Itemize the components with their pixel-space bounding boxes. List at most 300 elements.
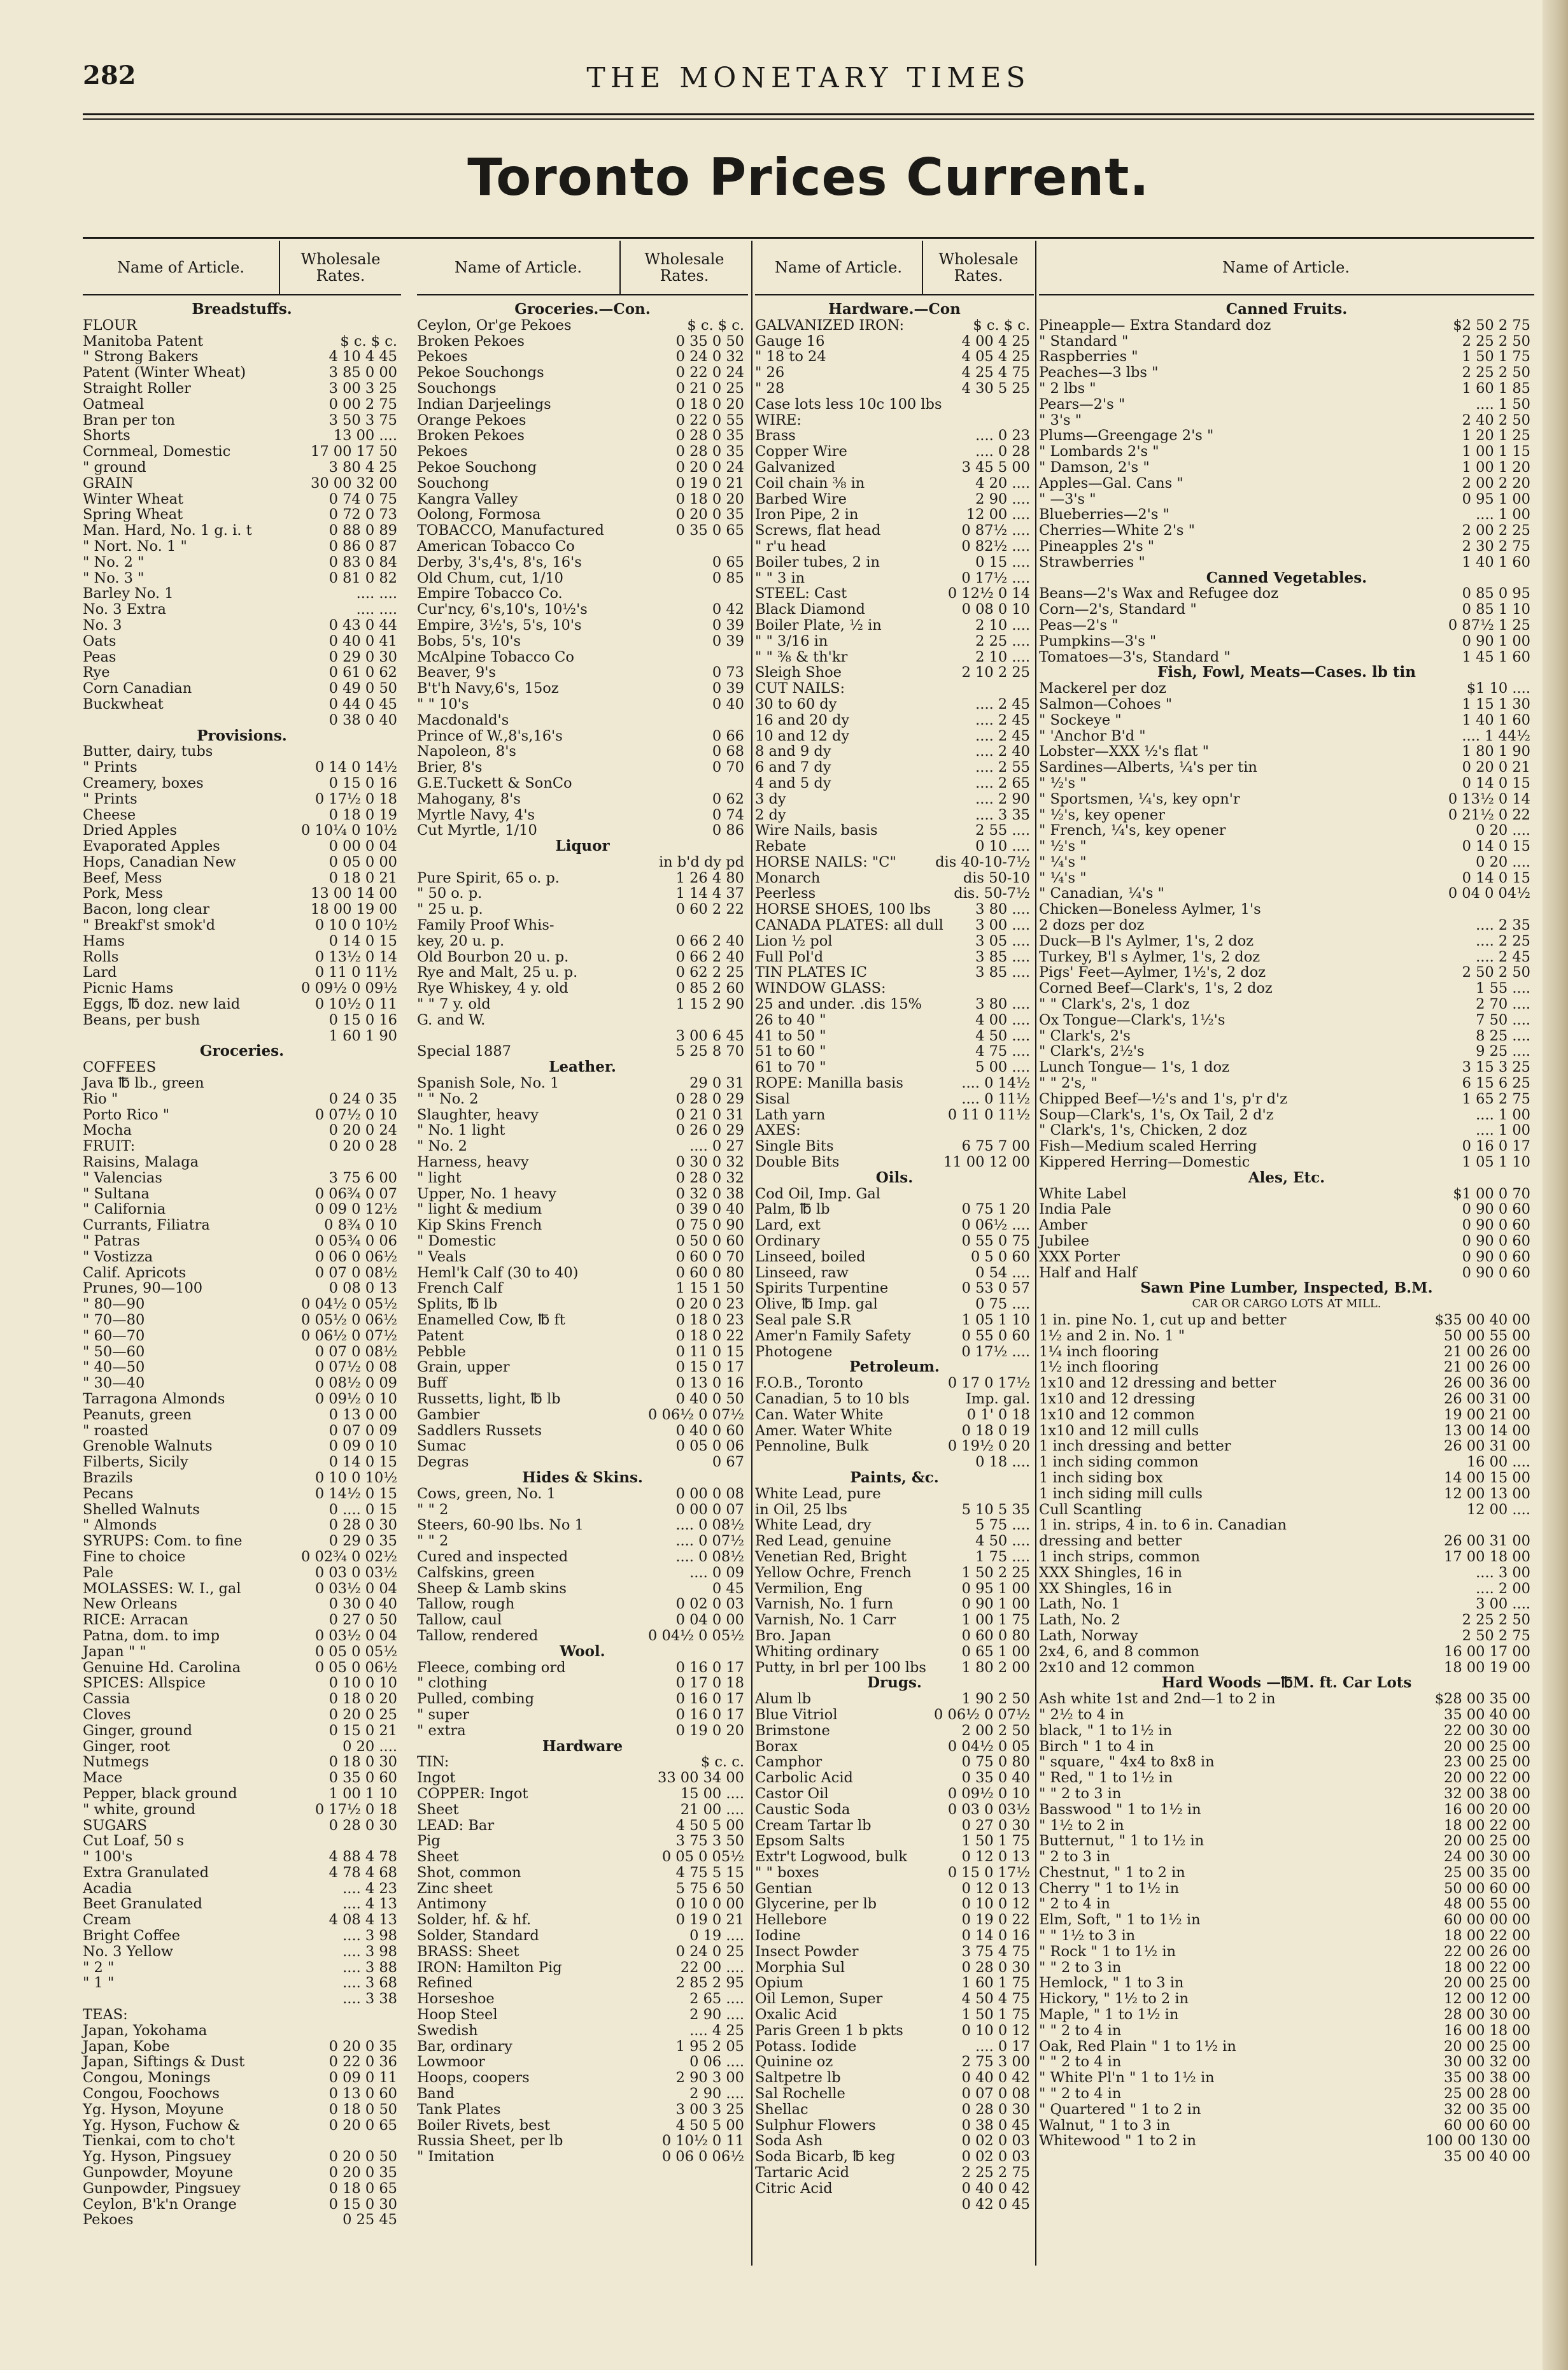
article-name: " Patras	[83, 1233, 140, 1250]
wholesale-rate: .... 3 98	[343, 1943, 397, 1960]
article-name: " Sockeye "	[1039, 711, 1122, 728]
price-row	[83, 697, 401, 713]
price-row	[1039, 1091, 1534, 1107]
article-name: HORSE NAILS: "C"	[755, 853, 896, 870]
column-header	[755, 241, 1034, 295]
price-row	[83, 571, 401, 586]
price-row	[83, 649, 401, 665]
article-name: Manitoba Patent	[83, 332, 204, 350]
article-name: Palm, ℔ lb	[755, 1201, 830, 1218]
wholesale-rate: 0 85	[712, 569, 744, 586]
price-row	[83, 2149, 401, 2165]
wholesale-rate	[921, 681, 1034, 697]
wholesale-rate: 20 00 22 00	[1444, 1770, 1530, 1787]
section-heading	[755, 1170, 1034, 1186]
wholesale-rate: 0 30 0 32	[675, 1154, 744, 1171]
wholesale-rate: .... ....	[356, 601, 397, 618]
wholesale-rate: 0 13½ 0 14	[314, 948, 397, 965]
price-row	[1039, 1407, 1534, 1423]
article-name: Raspberries "	[1039, 348, 1138, 365]
article-name: Blueberries—2's "	[1039, 506, 1169, 523]
wholesale-rate: $1 10 ....	[1466, 680, 1530, 697]
price-row	[1039, 1265, 1534, 1281]
article-name: Bobs, 5's, 10's	[417, 632, 521, 649]
wholesale-rate: 4 50 5 00	[675, 1817, 744, 1834]
price-row	[755, 507, 1034, 523]
wholesale-rate: 5 25 8 70	[675, 1043, 744, 1060]
section-heading-text: Ales, Etc.	[1248, 1168, 1325, 1186]
price-row	[755, 1596, 1034, 1612]
section-heading	[83, 728, 401, 744]
price-row	[417, 1581, 748, 1597]
wholesale-rate: 5 75 6 50	[675, 1880, 744, 1897]
wholesale-rate: 0 60 0 70	[675, 1248, 744, 1265]
price-row	[1039, 2133, 1534, 2149]
article-name: XXX Porter	[1039, 1248, 1120, 1265]
price-row	[83, 1628, 401, 1644]
price-row	[755, 492, 1034, 507]
price-row	[755, 334, 1034, 350]
article-name: Tomatoes—3's, Standard "	[1039, 648, 1231, 665]
article-name: Cassia	[83, 1691, 131, 1708]
price-row	[755, 949, 1034, 965]
article-name: Plums—Greengage 2's "	[1039, 427, 1214, 444]
article-name: Man. Hard, No. 1 g. i. t	[83, 522, 252, 539]
article-name: " " 2 to 3 in	[1039, 1785, 1122, 1802]
price-column-4	[1039, 241, 1534, 2278]
wholesale-rate: 0 90 1 00	[961, 1596, 1030, 1613]
price-row	[1039, 2086, 1534, 2102]
price-row	[417, 1596, 748, 1612]
article-name: Lath, No. 1	[1039, 1596, 1120, 1613]
price-row	[417, 807, 748, 823]
article-name: Lobster—XXX ½'s flat "	[1039, 743, 1209, 760]
price-row	[83, 1691, 401, 1707]
wholesale-rate: 0 20 0 25	[328, 1706, 397, 1723]
wholesale-rate: 4 50 5 00	[675, 2117, 744, 2134]
wholesale-rate: 0 18 0 20	[675, 490, 744, 507]
wholesale-rate: 0 62	[712, 790, 744, 807]
article-name: WIRE:	[755, 411, 802, 429]
wholesale-rate: 0 19 0 20	[675, 1722, 744, 1739]
wholesale-rate: 0 86 0 87	[328, 537, 397, 555]
wholesale-rate: 0 14 0 15	[328, 1454, 397, 1471]
price-row	[417, 1296, 748, 1312]
wholesale-rate: .... 3 00	[1476, 1564, 1530, 1581]
price-row	[417, 1849, 748, 1865]
wholesale-rate	[922, 397, 1034, 413]
price-row	[1039, 839, 1534, 855]
wholesale-rate: 5 75 ....	[975, 1517, 1030, 1534]
wholesale-rate: 0 90 0 60	[1462, 1201, 1530, 1218]
price-row	[755, 1454, 1034, 1470]
price-row	[83, 2102, 401, 2118]
wholesale-rate: 0 28 0 35	[675, 443, 744, 460]
price-row	[83, 1486, 401, 1502]
article-name: Morphia Sul	[755, 1959, 845, 1976]
wholesale-rate: 0 09 0 10	[328, 1438, 397, 1455]
wholesale-rate: 0 20 0 24	[328, 1122, 397, 1139]
price-row	[755, 523, 1034, 539]
price-row	[1039, 1865, 1534, 1881]
price-row	[755, 870, 1034, 886]
article-name: Family Proof Whis-	[417, 917, 554, 934]
article-name: Refined	[417, 1975, 473, 1992]
article-name: Shellac	[755, 2101, 809, 2118]
column-header	[1039, 241, 1534, 295]
article-name: " " 2 to 4 in	[1039, 2022, 1122, 2039]
wholesale-rate: 0 18 0 21	[328, 869, 397, 886]
wholesale-rate: 0 82½ ....	[961, 537, 1030, 555]
price-row	[417, 1754, 748, 1770]
wholesale-rate: .... 2 45	[975, 695, 1030, 713]
price-row	[1039, 1012, 1534, 1028]
article-name: Lath, Norway	[1039, 1627, 1138, 1644]
article-name: Soda Bicarb, ℔ keg	[755, 2148, 896, 2166]
price-row	[755, 649, 1034, 665]
price-row	[417, 365, 748, 381]
article-name: 1 inch dressing and better	[1039, 1438, 1231, 1455]
price-row	[755, 397, 1034, 413]
wholesale-rate: 0 30 0 40	[328, 1596, 397, 1613]
wholesale-rate: 0 04 0 00	[675, 1612, 744, 1629]
price-row	[417, 902, 748, 918]
wholesale-rate: 0 17½ 0 18	[314, 790, 397, 807]
article-name: Pineapple— Extra Standard doz	[1039, 316, 1271, 334]
article-name: Saltpetre lb	[755, 2069, 841, 2087]
price-row	[83, 1407, 401, 1423]
price-row	[1039, 2070, 1534, 2086]
wholesale-rate: 20 00 25 00	[1444, 2038, 1530, 2055]
price-row	[755, 1217, 1034, 1233]
price-row	[417, 1186, 748, 1202]
wholesale-rate: 0 13 0 16	[675, 1375, 744, 1392]
price-row	[83, 1186, 401, 1202]
price-row	[755, 1896, 1034, 1912]
wholesale-rate: 0 40 0 50	[675, 1390, 744, 1407]
wholesale-rate: 2 75 3 00	[961, 2054, 1030, 2071]
article-name: Cut Loaf, 50 s	[83, 1833, 184, 1850]
price-row	[83, 1786, 401, 1802]
price-row	[83, 1012, 401, 1028]
article-name: G. and W.	[417, 1011, 486, 1028]
article-name: Pale	[83, 1564, 114, 1581]
article-name: " 2 "	[83, 1959, 115, 1976]
article-name: Tallow, rendered	[417, 1627, 539, 1644]
wholesale-rate: 1 15 1 50	[675, 1280, 744, 1297]
price-row	[417, 1660, 748, 1676]
article-name: " " 2's, "	[1039, 1075, 1098, 1092]
article-name: Lard	[83, 964, 117, 981]
article-name: Swedish	[417, 2022, 478, 2039]
wholesale-rate: 0 14½ 0 15	[314, 1485, 397, 1502]
wholesale-rate: $ c. $ c.	[340, 332, 397, 350]
wholesale-rate: 24 00 30 00	[1444, 1848, 1530, 1866]
article-name: " " No. 2	[417, 1090, 479, 1107]
price-row	[1039, 1596, 1534, 1612]
article-name: Cod Oil, Imp. Gal	[755, 1185, 880, 1202]
article-name: COFFEES	[83, 1059, 157, 1076]
price-row	[83, 981, 401, 997]
price-row	[83, 2023, 401, 2039]
price-row	[1039, 1186, 1534, 1202]
price-row	[1039, 713, 1534, 728]
price-row	[83, 1060, 401, 1075]
wholesale-rate: 1 80 1 90	[1462, 743, 1530, 760]
wholesale-rate: 0 66 2 40	[675, 948, 744, 965]
wholesale-rate: 0 74 0 75	[328, 490, 397, 507]
price-row	[83, 460, 401, 476]
wholesale-rate: 0 14 0 16	[961, 1927, 1030, 1945]
price-row	[1039, 776, 1534, 791]
wholesale-rate: .... 3 68	[343, 1975, 397, 1992]
wholesale-rate: 7 50 ....	[1476, 1011, 1530, 1028]
price-row	[1039, 1438, 1534, 1454]
wholesale-rate: 0 88 0 89	[328, 522, 397, 539]
wholesale-rate: .... 1 00	[1476, 1122, 1530, 1139]
column-name-heading: Name of Article.	[455, 259, 582, 276]
section-heading	[417, 1739, 748, 1755]
price-row	[1039, 1707, 1534, 1723]
wholesale-rate: 4 78 4 68	[328, 1864, 397, 1881]
article-name: " square, " 4x4 to 8x8 in	[1039, 1754, 1215, 1771]
article-name: Fleece, combing ord	[417, 1659, 566, 1676]
price-row	[1039, 1802, 1534, 1818]
wholesale-rate	[618, 776, 748, 791]
wholesale-rate: 21 00 ....	[680, 1801, 744, 1818]
price-row	[755, 2023, 1034, 2039]
wholesale-rate: 0 62 2 25	[675, 964, 744, 981]
wholesale-rate: .... 2 65	[975, 774, 1030, 791]
wholesale-rate: 4 30 5 25	[961, 380, 1030, 397]
article-name: Grenoble Walnuts	[83, 1438, 213, 1455]
price-row	[1039, 2023, 1534, 2039]
wholesale-rate: 0 04½ 0 05½	[648, 1627, 744, 1644]
section-heading	[1039, 1675, 1534, 1691]
wholesale-rate: 0 53 0 57	[961, 1280, 1030, 1297]
price-row	[755, 681, 1034, 697]
price-row	[1039, 760, 1534, 776]
article-name: " Clark's, 2½'s	[1039, 1043, 1145, 1060]
wholesale-rate: 17 00 18 00	[1444, 1548, 1530, 1565]
article-name: Japan, Yokohama	[83, 2022, 208, 2039]
wholesale-rate: 0 07½ 0 10	[314, 1106, 397, 1123]
article-name: Pepper, black ground	[83, 1785, 237, 1802]
article-name: Ordinary	[755, 1233, 821, 1250]
wholesale-rate: 0 40 0 42	[961, 2180, 1030, 2197]
article-name: Shot, common	[417, 1864, 521, 1881]
price-row	[755, 791, 1034, 807]
wholesale-rate: 0 05 0 06	[675, 1438, 744, 1455]
price-row	[1039, 886, 1534, 902]
price-row	[755, 460, 1034, 476]
article-name: Yg. Hyson, Moyune	[83, 2101, 224, 2118]
wholesale-rate: .... 1 50	[1476, 395, 1530, 413]
wholesale-rate: 0 15 0 30	[328, 2196, 397, 2213]
price-row	[417, 413, 748, 429]
price-row	[83, 681, 401, 697]
price-row	[83, 507, 401, 523]
wholesale-rate: 0 12 0 13	[961, 1880, 1030, 1897]
article-name: 1x10 and 12 mill culls	[1039, 1422, 1199, 1439]
article-name: Gauge 16	[755, 332, 825, 350]
wholesale-rate: 0 28 0 30	[328, 1817, 397, 1834]
price-row	[1039, 1991, 1534, 2007]
price-row	[1039, 1217, 1534, 1233]
wholesale-rate: 0 18 0 65	[328, 2180, 397, 2197]
wholesale-rate: 0 11 0 15	[675, 1343, 744, 1360]
price-row	[1039, 381, 1534, 397]
article-name: Solder, hf. & hf.	[417, 1912, 532, 1929]
article-name: " light & medium	[417, 1201, 542, 1218]
article-name: Sumac	[417, 1438, 467, 1455]
wholesale-rate: 0 81 0 82	[328, 569, 397, 586]
article-name: Bran per ton	[83, 411, 176, 429]
article-name: TIN:	[417, 1754, 449, 1771]
article-name: Putty, in brl per 100 lbs	[755, 1659, 926, 1676]
price-row	[755, 1533, 1034, 1549]
article-name: Bro. Japan	[755, 1627, 831, 1644]
section-heading	[417, 302, 748, 318]
wholesale-rate: 0 17½ ....	[961, 569, 1030, 586]
wholesale-rate	[278, 1154, 401, 1170]
wholesale-rate: $ c. c.	[700, 1754, 744, 1771]
price-row	[1039, 492, 1534, 507]
article-name: Birch " 1 to 4 in	[1039, 1738, 1154, 1755]
wholesale-rate: 20 00 25 00	[1444, 1833, 1530, 1850]
wholesale-rate: 60 00 60 00	[1444, 2117, 1530, 2134]
article-name: Japan, Siftings & Dust	[83, 2054, 245, 2071]
article-name: French Calf	[417, 1280, 503, 1297]
article-name: XX Shingles, 16 in	[1039, 1580, 1173, 1597]
price-row	[1039, 618, 1534, 634]
article-name: " Prints	[83, 790, 138, 807]
article-name: " Sportsmen, ¼'s, key opn'r	[1039, 790, 1240, 807]
price-row	[755, 1786, 1034, 1802]
price-row	[83, 413, 401, 429]
article-name: " Quartered " 1 to 2 in	[1039, 2101, 1201, 2118]
article-name: " 'Anchor B'd "	[1039, 727, 1146, 744]
wholesale-rate: 2 90 3 00	[675, 2069, 744, 2087]
price-row	[1039, 1517, 1534, 1533]
price-row	[755, 1391, 1034, 1407]
article-name: XXX Shingles, 16 in	[1039, 1564, 1183, 1581]
price-row	[755, 571, 1034, 586]
price-row	[83, 349, 401, 365]
wholesale-rate: 1 50 1 75	[1462, 348, 1530, 365]
price-row	[417, 2133, 748, 2149]
wholesale-rate: 25 00 35 00	[1444, 1864, 1530, 1881]
article-name: Broken Pekoes	[417, 427, 525, 444]
wholesale-rate: 0 66 2 40	[675, 932, 744, 949]
wholesale-rate: 0 02¾ 0 02½	[301, 1548, 397, 1565]
wholesale-rate: 0 27 0 30	[961, 1817, 1030, 1834]
article-name: 16 and 20 dy	[755, 711, 850, 728]
section-heading	[1039, 1281, 1534, 1296]
article-name: Russia Sheet, per lb	[417, 2132, 563, 2150]
price-row	[1039, 365, 1534, 381]
wholesale-rate: 0 22 0 55	[675, 411, 744, 429]
wholesale-rate: 0 00 0 08	[675, 1485, 744, 1502]
wholesale-rate: 0 00 0 04	[328, 838, 397, 855]
column-divider-1	[751, 241, 752, 2266]
price-row	[83, 1818, 401, 1834]
article-name: India Pale	[1039, 1201, 1112, 1218]
article-name: Prunes, 90—100	[83, 1280, 203, 1297]
article-name: Whitewood " 1 to 2 in	[1039, 2132, 1196, 2150]
wholesale-rate: 3 50 3 75	[328, 411, 397, 429]
wholesale-rate: 1 26 4 80	[675, 869, 744, 886]
price-column-3	[755, 241, 1034, 2278]
wholesale-rate: 0 11 0 11½	[947, 1106, 1030, 1123]
price-row	[83, 492, 401, 507]
article-name: Pigs' Feet—Aylmer, 1½'s, 2 doz	[1039, 964, 1266, 981]
price-row	[1039, 807, 1534, 823]
wholesale-rate	[921, 1123, 1034, 1139]
price-row	[417, 1517, 748, 1533]
article-name: " clothing	[417, 1675, 488, 1692]
wholesale-rate: 0 14 0 15	[1462, 838, 1530, 855]
article-name: Seal pale S.R	[755, 1312, 851, 1328]
wholesale-rate: 0 60 0 80	[675, 1264, 744, 1281]
wholesale-rate: 0 19 0 22	[961, 1912, 1030, 1929]
price-row	[83, 1139, 401, 1154]
price-row	[417, 728, 748, 744]
wholesale-rate: 0 20 0 23	[675, 1296, 744, 1313]
wholesale-rate: 0 09 0 11	[328, 2069, 397, 2087]
article-name: Hickory, " 1½ to 2 in	[1039, 1990, 1189, 2008]
article-name: 30 to 60 dy	[755, 695, 837, 713]
article-name: COPPER: Ingot	[417, 1785, 528, 1802]
article-name: Saddlers Russets	[417, 1422, 542, 1439]
wholesale-rate: 0 55 0 60	[961, 1327, 1030, 1344]
article-name: Opium	[755, 1975, 803, 1992]
article-name: Rebate	[755, 838, 807, 855]
price-row	[83, 1202, 401, 1217]
article-name: " Breakf'st smok'd	[83, 917, 216, 934]
article-name: G.E.Tuckett & SonCo	[417, 774, 572, 791]
wholesale-rate: 0 06½ 0 07½	[648, 1406, 744, 1423]
price-row	[83, 1091, 401, 1107]
wholesale-rate: 4 08 4 13	[328, 1912, 397, 1929]
article-name: " 70—80	[83, 1312, 145, 1328]
article-name: 41 to 50 "	[755, 1027, 826, 1044]
wholesale-rate: 0 10 ....	[975, 838, 1030, 855]
wholesale-rate: 1 90 2 50	[961, 1691, 1030, 1708]
price-row	[1039, 523, 1534, 539]
article-name: Barley No. 1	[83, 585, 174, 602]
price-row	[1039, 1581, 1534, 1597]
price-row	[83, 1359, 401, 1375]
price-row	[417, 776, 748, 791]
article-name: Fish—Medium scaled Herring	[1039, 1138, 1257, 1155]
article-name: Porto Rico "	[83, 1106, 170, 1123]
wholesale-rate: 0 15 0 16	[328, 1011, 397, 1028]
article-name: key, 20 u. p.	[417, 932, 505, 949]
article-name: " Valencias	[83, 1169, 162, 1186]
price-row	[83, 1328, 401, 1344]
wholesale-rate: 3 00 ....	[1476, 1596, 1530, 1613]
price-row	[755, 697, 1034, 713]
article-name: Upper, No. 1 heavy	[417, 1185, 556, 1202]
price-row	[83, 1991, 401, 2007]
article-name: " Almonds	[83, 1517, 157, 1534]
wholesale-rate: 0 04 0 04½	[1448, 885, 1530, 902]
wholesale-rate: 0 16 0 17	[1462, 1138, 1530, 1155]
price-row	[1039, 349, 1534, 365]
price-row	[755, 1865, 1034, 1881]
wholesale-rate: 1 05 1 10	[1462, 1154, 1530, 1171]
